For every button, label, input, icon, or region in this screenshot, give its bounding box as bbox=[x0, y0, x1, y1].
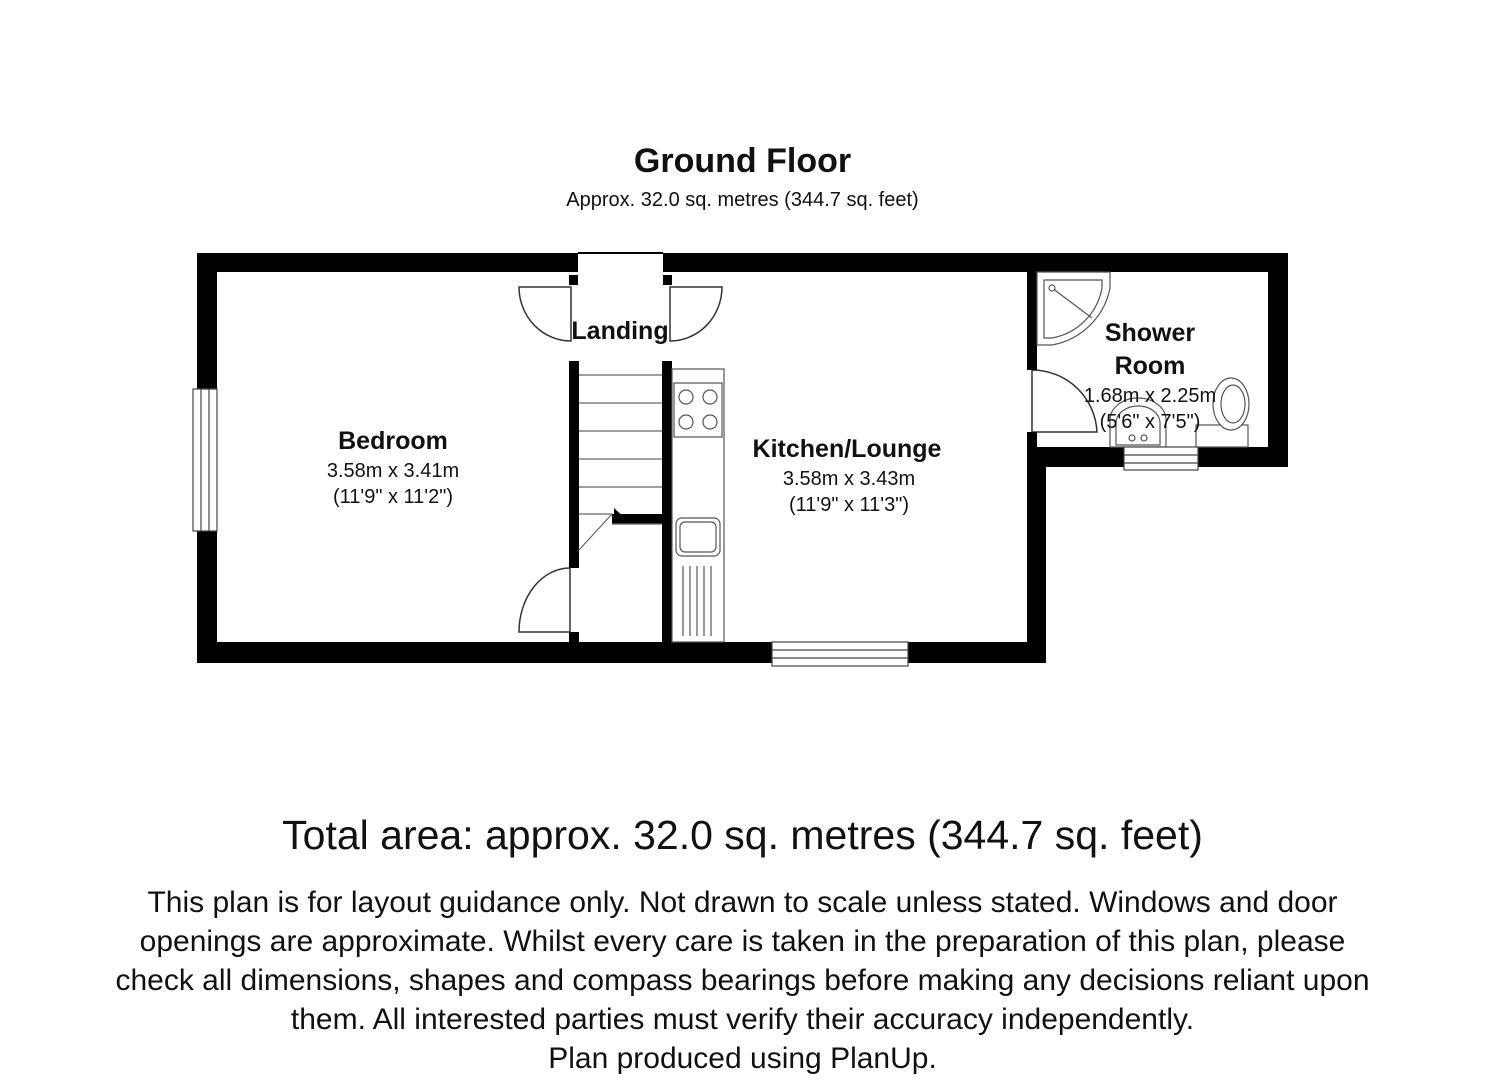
disclaimer-line: them. All interested parties must verify their accuracy independently. bbox=[290, 1003, 1195, 1036]
shower-room-size-metric: 1.68m x 2.25m bbox=[1083, 385, 1217, 407]
floor-area-subtitle: Approx. 32.0 sq. metres (344.7 sq. feet) bbox=[566, 189, 919, 211]
kitchen-lounge-size-metric: 3.58m x 3.43m bbox=[782, 468, 916, 490]
landing-door-opening bbox=[578, 252, 663, 273]
shower-room-window bbox=[1124, 447, 1198, 470]
disclaimer-line: check all dimensions, shapes and compass bearings before making any decisions reliant upon bbox=[115, 964, 1370, 997]
landing-door-header bbox=[578, 252, 663, 254]
landing-wall-stub-left bbox=[569, 275, 578, 285]
stair-wall-right bbox=[662, 361, 672, 642]
disclaimer-line: openings are approximate. Whilst every care is taken in the preparation of this plan, please bbox=[139, 925, 1346, 958]
staircase bbox=[579, 375, 662, 550]
shower-room-name-line2: Room bbox=[1114, 352, 1186, 380]
disclaimer bbox=[20, 883, 1465, 1078]
disclaimer-line: This plan is for layout guidance only. Not drawn to scale unless stated. Windows and door bbox=[147, 886, 1338, 919]
bedroom-size-imperial: (11'9" x 11'2") bbox=[332, 486, 454, 508]
floor-title: Ground Floor bbox=[633, 142, 852, 180]
kitchen-lounge-name: Kitchen/Lounge bbox=[752, 435, 942, 463]
bedroom-door bbox=[519, 561, 579, 643]
bedroom-name: Bedroom bbox=[338, 427, 448, 455]
stair-wall-left bbox=[569, 361, 579, 561]
kitchen-units bbox=[672, 369, 724, 642]
landing-name: Landing bbox=[571, 317, 669, 345]
disclaimer-line: Plan produced using PlanUp. bbox=[548, 1042, 937, 1075]
shower-room-size-imperial: (5'6" x 7'5") bbox=[1099, 411, 1201, 433]
shower-room-wall bbox=[1027, 272, 1037, 362]
bedroom-window bbox=[193, 389, 217, 531]
kitchen-lounge-size-imperial: (11'9" x 11'3") bbox=[788, 494, 910, 516]
shower-tray bbox=[1037, 272, 1110, 345]
landing-wall-stub-right bbox=[663, 275, 672, 285]
kitchen-window bbox=[772, 642, 908, 666]
shower-room-name-line1: Shower bbox=[1104, 319, 1196, 347]
bedroom-size-metric: 3.58m x 3.41m bbox=[326, 460, 460, 482]
total-area: Total area: approx. 32.0 sq. metres (344.7 sq. feet) bbox=[282, 812, 1203, 858]
